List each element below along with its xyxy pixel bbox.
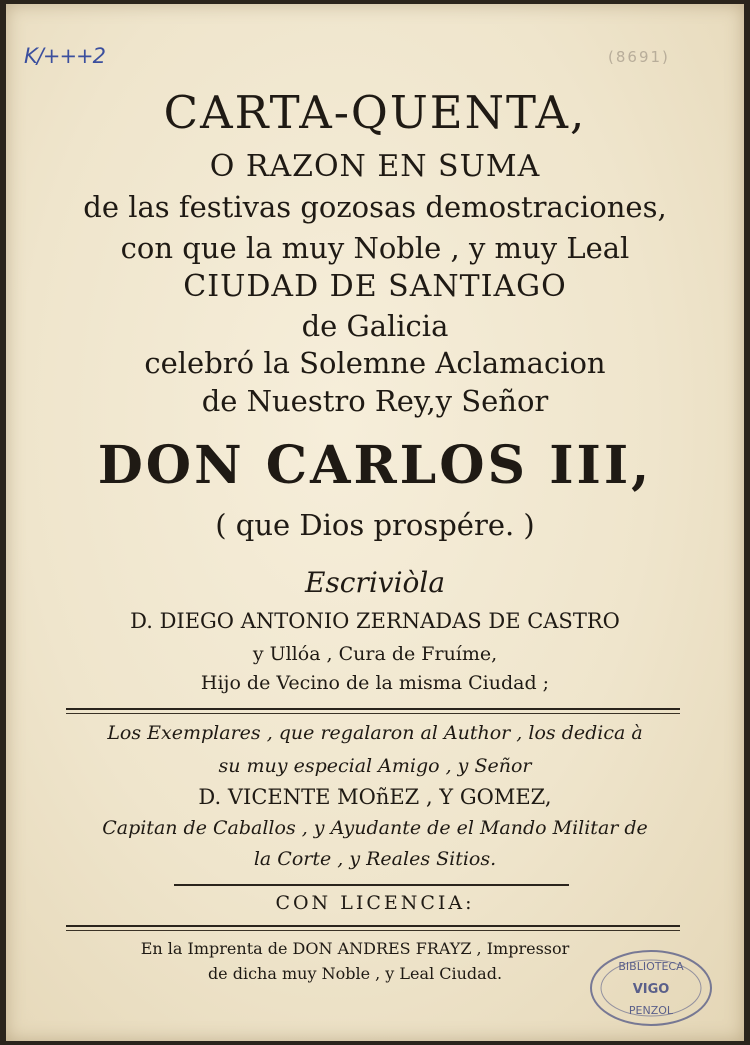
dedication-line-3: Capitan de Caballos , y Ayudante de el Mando Militar de <box>102 817 648 839</box>
divider-rule <box>66 708 680 710</box>
divider-rule-thin <box>66 713 680 714</box>
prayer-line: ( que Dios prospére. ) <box>215 508 535 542</box>
imprint-line-1: En la Imprenta de DON ANDRES FRAYZ , Impressor <box>140 939 570 958</box>
pencil-note: (8691) <box>608 48 670 66</box>
author-verb: Escriviòla <box>304 566 446 599</box>
author-line-2: Hijo de Vecino de la misma Ciudad ; <box>200 672 550 694</box>
license-rule-top <box>174 884 569 886</box>
dedication-line-4: la Corte , y Reales Sitios. <box>253 848 497 870</box>
main-title: CARTA-QUENTA, <box>163 86 587 139</box>
author-line-1: y Ullóa , Cura de Fruíme, <box>252 643 498 665</box>
title-line-4: de Nuestro Rey,y Señor <box>201 384 549 418</box>
subtitle: O RAZON EN SUMA <box>209 149 541 184</box>
stamp-middle-text: VIGO <box>632 982 670 997</box>
imprint-rule <box>66 925 680 927</box>
stamp-top-text: BIBLIOTECA <box>618 960 684 973</box>
imprint-rule-thin <box>66 930 680 931</box>
shelfmark-annotation: K/+++2 <box>24 44 105 68</box>
author-name: D. DIEGO ANTONIO ZERNADAS DE CASTRO <box>130 609 620 633</box>
title-line-2: con que la muy Noble , y muy Leal <box>120 231 630 265</box>
city-name: CIUDAD DE SANTIAGO <box>183 269 567 304</box>
stamp-bottom-text: PENZOL <box>628 1004 674 1017</box>
king-name: DON CARLOS III, <box>97 435 653 496</box>
dedication-line-2: su muy especial Amigo , y Señor <box>218 755 532 777</box>
library-stamp <box>588 948 714 1028</box>
title-line-1: de las festivas gozosas demostraciones, <box>83 190 667 224</box>
license-line: CON LICENCIA: <box>275 892 475 914</box>
dedication-line-1: Los Exemplares , que regalaron al Author , los dedica à <box>107 722 643 744</box>
dedicatee-name: D. VICENTE MOñEZ , Y GOMEZ, <box>198 785 552 809</box>
title-line-3: celebró la Solemne Aclamacion <box>144 346 606 380</box>
city-region: de Galicia <box>301 309 449 343</box>
imprint-line-2: de dicha muy Noble , y Leal Ciudad. <box>207 964 503 983</box>
title-page <box>6 4 744 1041</box>
